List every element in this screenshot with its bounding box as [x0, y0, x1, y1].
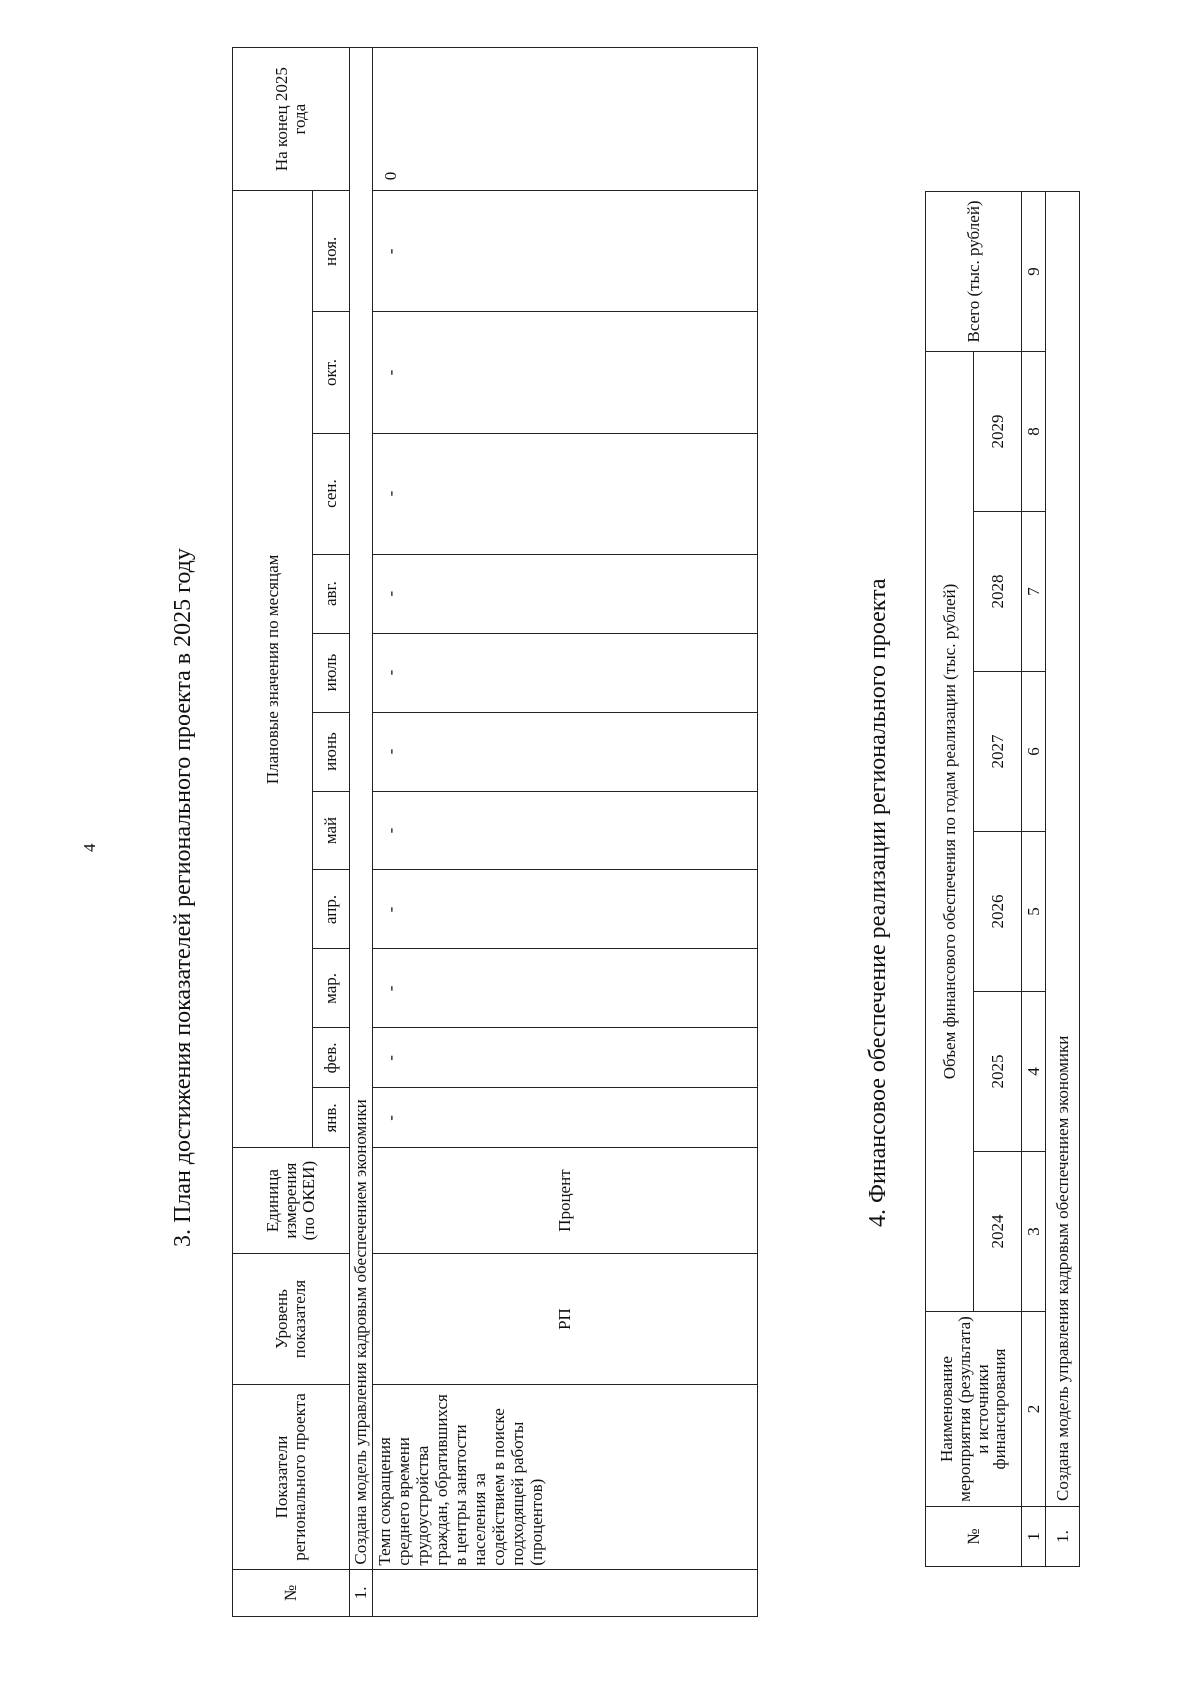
- header-volume: Объем финансового обеспечения по годам реализации (тыс. рублей): [926, 351, 974, 1311]
- header-num: №: [926, 1507, 1022, 1567]
- column-index: 4: [1022, 992, 1046, 1152]
- column-index: 8: [1022, 351, 1046, 511]
- indicator-unit: Процент: [373, 1148, 758, 1253]
- column-index: 3: [1022, 1152, 1046, 1312]
- column-index: 9: [1022, 191, 1046, 351]
- month-value: -: [373, 949, 758, 1028]
- header-year: 2028: [974, 512, 1022, 672]
- header-row-1: [926, 191, 974, 1566]
- header-month: янв.: [313, 1088, 350, 1148]
- header-year: 2027: [974, 672, 1022, 832]
- header-year: 2024: [974, 1152, 1022, 1312]
- header-year: 2025: [974, 992, 1022, 1152]
- section4-title: 4. Финансовое обеспечение реализации регионального проекта: [865, 578, 891, 1227]
- month-value: -: [373, 1088, 758, 1148]
- column-index: 6: [1022, 672, 1046, 832]
- header-month: май: [313, 791, 350, 870]
- header-num: №: [233, 1569, 350, 1616]
- header-month: авг.: [313, 554, 350, 633]
- header-planned: Плановые значения по месяцам: [233, 191, 313, 1148]
- month-value: -: [373, 712, 758, 791]
- month-value: -: [373, 554, 758, 633]
- header-indicator: Показатели регионального проекта: [233, 1385, 350, 1569]
- section3-title: 3. План достижения показателей регионального проекта в 2025 году: [170, 548, 196, 1247]
- indicator-level: РП: [373, 1253, 758, 1385]
- header-month: окт.: [313, 312, 350, 433]
- month-value: -: [373, 633, 758, 712]
- header-row-1: [233, 48, 313, 1617]
- header-month: фев.: [313, 1028, 350, 1088]
- indicator-name: Темп сокращения среднего времени трудоустройства граждан, обратившихся в центры занятости населения за содействием в поиске подходящей работы (процентов): [373, 1385, 758, 1569]
- section-row-num: 1.: [350, 1569, 373, 1616]
- header-year: 2029: [974, 351, 1022, 511]
- header-month: апр.: [313, 870, 350, 949]
- financing-table: [925, 191, 1080, 1567]
- header-month: ноя.: [313, 191, 350, 312]
- header-level: Уровень показателя: [233, 1253, 350, 1385]
- header-month: мар.: [313, 949, 350, 1028]
- header-total: Всего (тыс. рублей): [926, 191, 1022, 351]
- column-index: 2: [1022, 1312, 1046, 1507]
- header-unit: Единица измерения (по ОКЕИ): [233, 1148, 350, 1253]
- column-index: 7: [1022, 512, 1046, 672]
- column-index: 5: [1022, 832, 1046, 992]
- row-num: [373, 1569, 758, 1616]
- header-name: Наименование мероприятия (результата) и источники финансирования: [926, 1312, 1022, 1507]
- page-number: 4: [80, 843, 99, 852]
- column-index: 1: [1022, 1507, 1046, 1567]
- month-value: -: [373, 1028, 758, 1088]
- header-year: 2026: [974, 832, 1022, 992]
- section-row-num: 1.: [1046, 1507, 1080, 1567]
- header-month: июнь: [313, 712, 350, 791]
- column-index-row: [1022, 191, 1046, 1566]
- section-row: [1046, 191, 1080, 1566]
- header-end-of-year: На конец 2025 года: [233, 48, 350, 191]
- month-value: -: [373, 312, 758, 433]
- table-row: [373, 48, 758, 1617]
- header-month: июль: [313, 633, 350, 712]
- month-value: -: [373, 191, 758, 312]
- month-value: -: [373, 433, 758, 554]
- header-month: сен.: [313, 433, 350, 554]
- month-value: -: [373, 870, 758, 949]
- section-row-text: Создана модель управления кадровым обеспечением экономики: [1046, 191, 1080, 1506]
- month-value: -: [373, 791, 758, 870]
- end-of-year-value: 0: [373, 48, 758, 191]
- section-row-text: Создана модель управления кадровым обеспечением экономики: [350, 48, 373, 1570]
- indicators-plan-table: [232, 47, 758, 1617]
- section-row: [350, 48, 373, 1617]
